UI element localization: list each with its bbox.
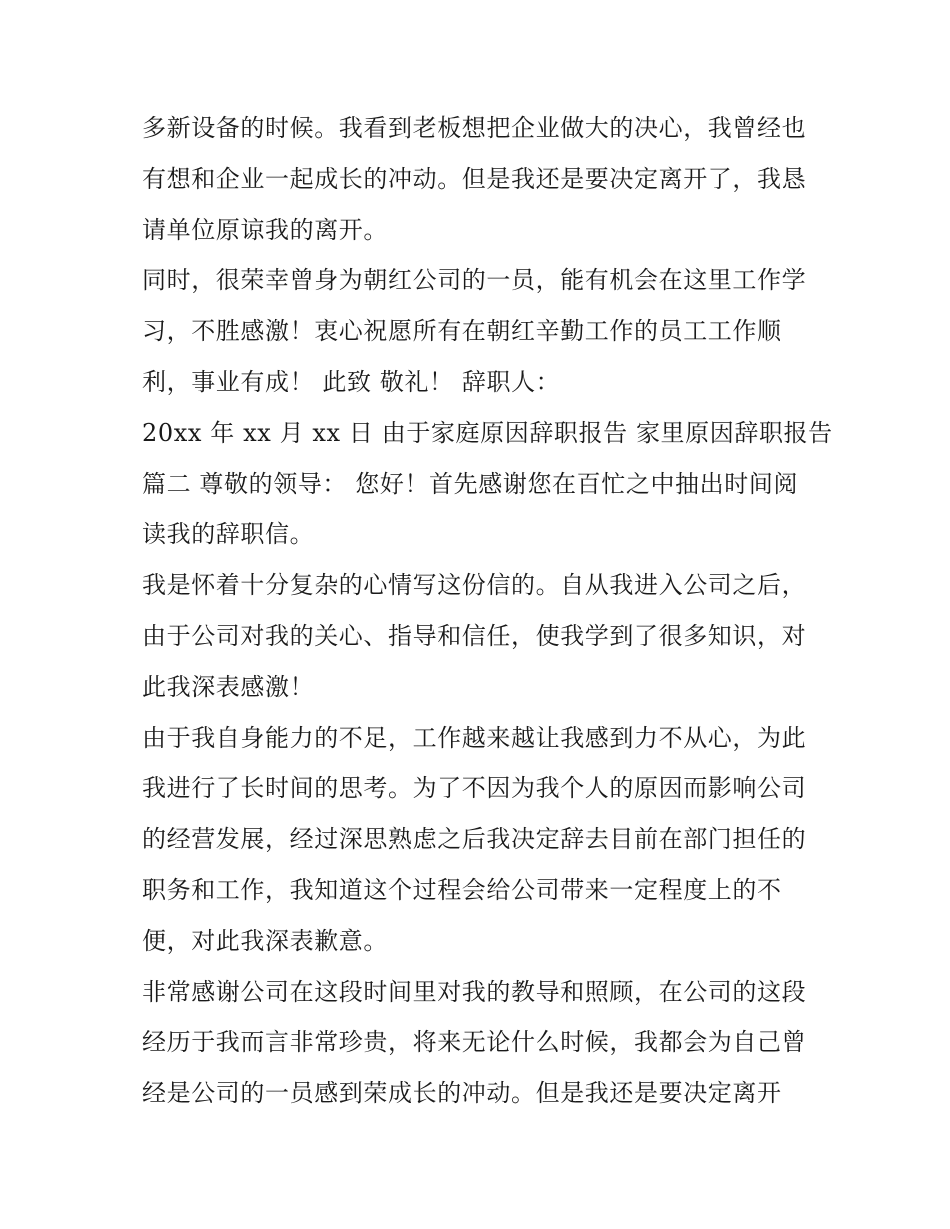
text-line: 读我的辞职信。 [142,520,315,549]
text-line: 利，事业有成！ 此致 敬礼！ 辞职人： [142,367,561,396]
text-line: 篇二 尊敬的领导： 您好！首先感谢您在百忙之中抽出时间阅 [142,469,799,498]
text-line: 由于我自身能力的不足，工作越来越让我感到力不从心，为此 [142,723,807,752]
text-line: 我进行了长时间的思考。为了不因为我个人的原因而影响公司 [142,774,807,803]
text-line: 经是公司的一员感到荣成长的冲动。但是我还是要决定离开 [142,1079,782,1108]
text-line: 同时，很荣幸曾身为朝红公司的一员，能有机会在这里工作学 [142,266,807,295]
text-line: 经历于我而言非常珍贵，将来无论什么时候，我都会为自己曾 [142,1028,807,1057]
text-line: 习，不胜感激！衷心祝愿所有在朝红辛勤工作的员工工作顺 [142,317,782,346]
text-line: 请单位原谅我的离开。 [142,215,388,244]
text-line: 非常感谢公司在这段时间里对我的教导和照顾，在公司的这段 [142,977,807,1006]
text-line: 职务和工作，我知道这个过程会给公司带来一定程度上的不 [142,875,782,904]
text-line: 多新设备的时候。我看到老板想把企业做大的决心，我曾经也 [142,114,807,142]
text-line: 有想和企业一起成长的冲动。但是我还是要决定离开了，我恳 [142,164,807,193]
text-line: 由于公司对我的关心、指导和信任，使我学到了很多知识，对 [142,621,807,650]
text-line: 20xx 年 xx 月 xx 日 由于家庭原因辞职报告 家里原因辞职报告 [142,418,833,447]
text-line: 我是怀着十分复杂的心情写这份信的。自从我进入公司之后， [142,571,807,600]
document-body [142,103,833,1119]
text-line: 便，对此我深表歉意。 [142,926,388,955]
text-line: 此我深表感激！ [142,672,315,701]
text-line: 的经营发展，经过深思熟虑之后我决定辞去目前在部门担任的 [142,825,807,854]
